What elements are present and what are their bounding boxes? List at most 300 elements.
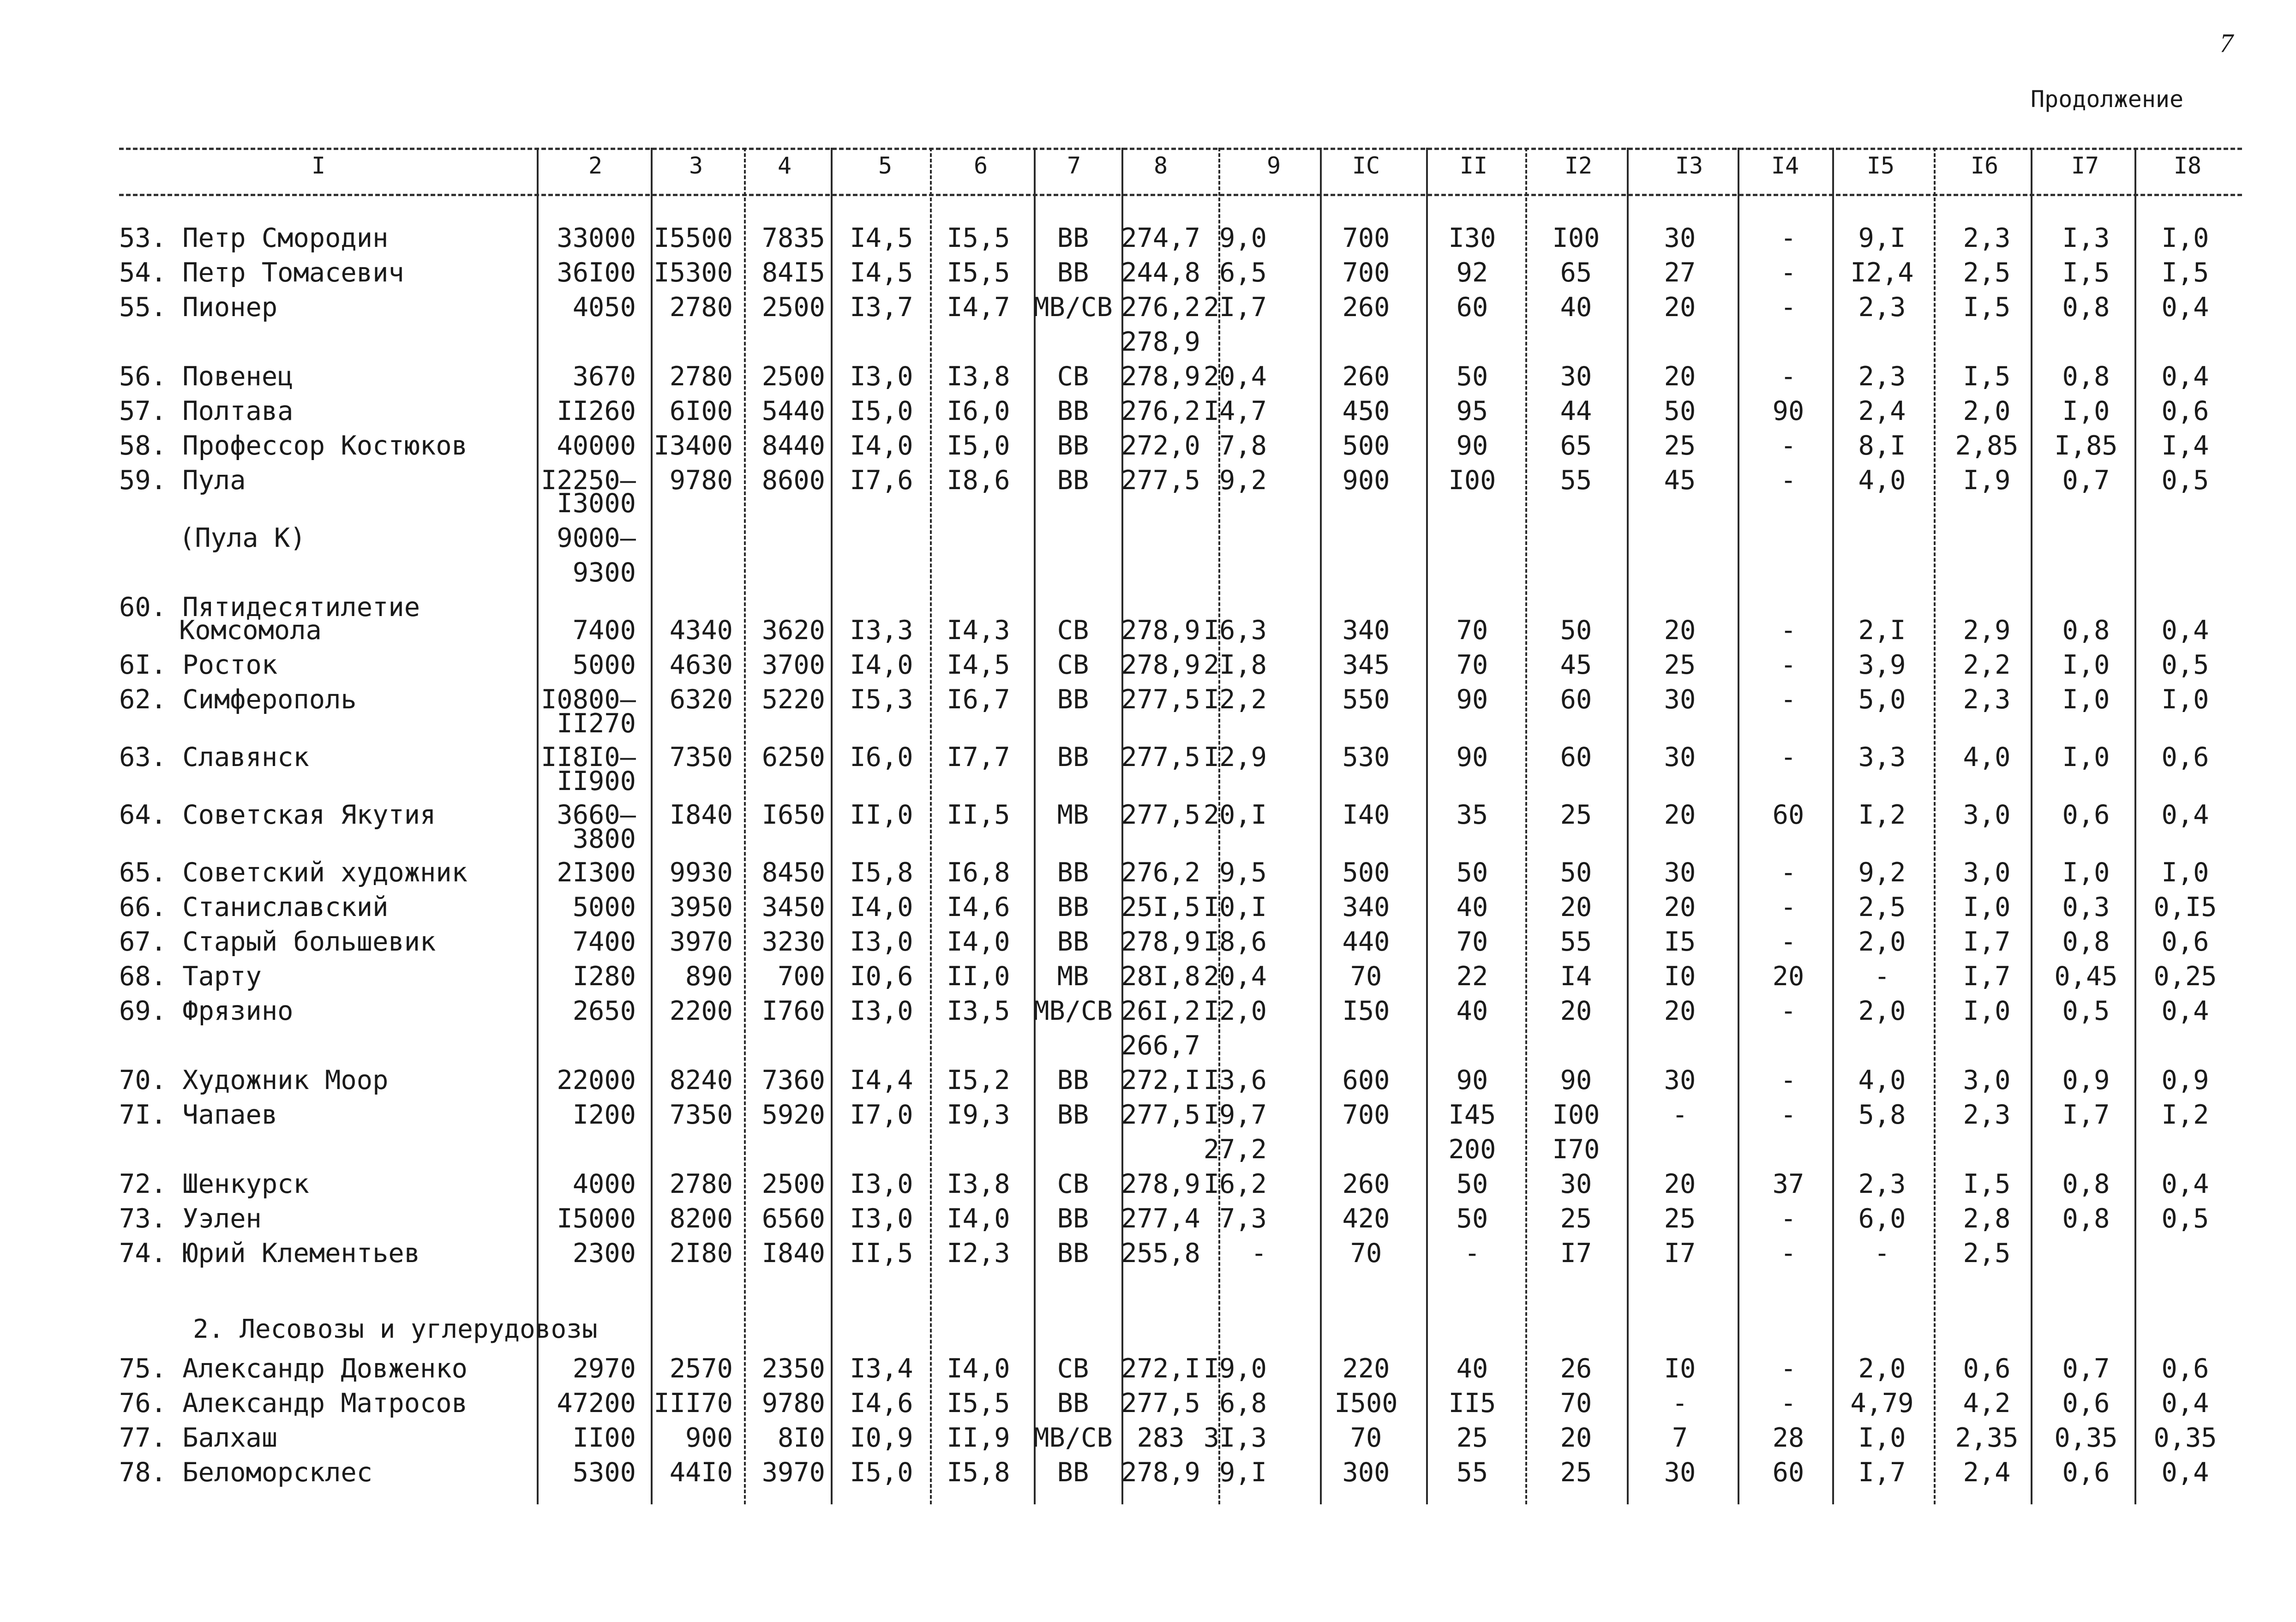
table-cell-col-6: I7,7 — [947, 742, 1010, 772]
table-cell-col-14: - — [1780, 431, 1797, 461]
table-cell-col-12: 50 — [1560, 615, 1592, 646]
column-rule-9 — [1320, 148, 1322, 1504]
table-cell-col-7: ВВ — [1057, 684, 1089, 715]
table-cell-col-2: II270 — [557, 708, 636, 739]
table-cell-col-13: 7 — [1672, 1423, 1688, 1453]
column-rule-13 — [1738, 148, 1739, 1504]
vessel-name-cell: 73. Уэлен — [119, 1203, 262, 1234]
table-cell-col-3: 7350 — [669, 742, 733, 772]
table-cell-col-2: 33000 — [557, 223, 636, 253]
column-header-16: I6 — [1970, 152, 1999, 179]
table-cell-col-14: - — [1780, 1353, 1797, 1384]
table-cell-col-11: 25 — [1456, 1423, 1488, 1453]
table-cell-col-7: ВВ — [1057, 857, 1089, 888]
vessel-name-cell: 59. Пула — [119, 465, 246, 496]
table-cell-col-10: I40 — [1342, 800, 1390, 830]
table-cell-col-16: 2,5 — [1963, 257, 2011, 288]
table-cell-col-7: ВВ — [1057, 892, 1089, 922]
table-cell-col-12: 20 — [1560, 996, 1592, 1026]
table-cell-col-12: 20 — [1560, 1423, 1592, 1453]
vessel-name-cell: 74. Юрий Клементьев — [119, 1238, 420, 1269]
table-cell-col-14: - — [1780, 1100, 1797, 1130]
table-cell-col-15: 2,3 — [1858, 292, 1906, 323]
table-cell-col-17: 0,6 — [2062, 800, 2110, 830]
table-cell-col-18: 0,4 — [2161, 1169, 2209, 1199]
table-cell-col-15: 2,I — [1858, 615, 1906, 646]
table-cell-col-15: 2,4 — [1858, 396, 1906, 426]
table-cell-col-4: 8I0 — [778, 1423, 825, 1453]
table-cell-col-7: СВ — [1057, 1353, 1089, 1384]
table-cell-col-15: I,2 — [1858, 800, 1906, 830]
table-cell-col-8: 277,5 — [1121, 800, 1200, 830]
table-cell-col-4: 6250 — [761, 742, 825, 772]
table-cell-col-16: 2,8 — [1963, 1203, 2011, 1234]
column-rule-2 — [651, 148, 653, 1504]
table-cell-col-11: I00 — [1448, 465, 1496, 496]
table-cell-col-8: 278,9 — [1121, 650, 1200, 680]
table-cell-col-9: I2,9 — [1203, 742, 1267, 772]
table-cell-col-11: 40 — [1456, 996, 1488, 1026]
vessel-name-cell: 58. Профессор Костюков — [119, 431, 468, 461]
table-cell-col-9: I2,0 — [1203, 996, 1267, 1026]
table-cell-col-10: 900 — [1342, 465, 1390, 496]
table-cell-col-11: 90 — [1456, 1065, 1488, 1095]
table-cell-col-8: 266,7 — [1121, 1030, 1200, 1061]
table-cell-col-15: I,0 — [1858, 1423, 1906, 1453]
table-cell-col-18: 0,25 — [2153, 961, 2217, 992]
table-cell-col-12: 50 — [1560, 857, 1592, 888]
table-cell-col-8: 272,0 — [1121, 431, 1200, 461]
table-cell-col-12: 26 — [1560, 1353, 1592, 1384]
vessel-name-cell: 6I. Росток — [119, 650, 278, 680]
table-cell-col-9: I2,2 — [1203, 684, 1267, 715]
column-header-5: 5 — [878, 152, 893, 179]
table-cell-col-10: 700 — [1342, 257, 1390, 288]
table-cell-col-9: - — [1251, 1238, 1267, 1269]
table-cell-col-14: - — [1780, 292, 1797, 323]
table-cell-col-6: I8,6 — [947, 465, 1010, 496]
table-cell-col-12: 55 — [1560, 465, 1592, 496]
table-cell-col-4: 8440 — [761, 431, 825, 461]
table-cell-col-8: 277,5 — [1121, 1100, 1200, 1130]
table-cell-col-13: 25 — [1664, 1203, 1696, 1234]
table-cell-col-17: 0,8 — [2062, 615, 2110, 646]
table-cell-col-7: ВВ — [1057, 1457, 1089, 1488]
table-cell-col-10: 700 — [1342, 223, 1390, 253]
table-cell-col-14: - — [1780, 465, 1797, 496]
table-cell-col-7: ВВ — [1057, 223, 1089, 253]
table-cell-col-17: 0,45 — [2054, 961, 2118, 992]
vessel-name-cell: 75. Александр Довженко — [119, 1353, 468, 1384]
page-number: 7 — [2220, 28, 2233, 58]
table-cell-col-5: I6,0 — [850, 742, 913, 772]
table-cell-col-5: I7,6 — [850, 465, 913, 496]
table-cell-col-12: 65 — [1560, 257, 1592, 288]
table-cell-col-18: 0,4 — [2161, 1457, 2209, 1488]
table-cell-col-6: I5,8 — [947, 1457, 1010, 1488]
table-cell-col-7: ВВ — [1057, 465, 1089, 496]
vessel-name-cell: (Пула К) — [179, 523, 306, 553]
continuation-label: Продолжение — [2031, 86, 2184, 113]
table-cell-col-9: 3I,3 — [1203, 1423, 1267, 1453]
table-cell-col-5: I3,0 — [850, 927, 913, 957]
column-rule-12 — [1627, 148, 1629, 1504]
table-cell-col-4: 7835 — [761, 223, 825, 253]
table-cell-col-16: 0,6 — [1963, 1353, 2011, 1384]
table-cell-col-2: 3670 — [572, 361, 636, 392]
table-cell-col-11: 90 — [1456, 431, 1488, 461]
table-cell-col-8: 277,5 — [1121, 1388, 1200, 1419]
table-cell-col-14: 37 — [1772, 1169, 1804, 1199]
table-cell-col-11: 92 — [1456, 257, 1488, 288]
column-header-12: I2 — [1564, 152, 1593, 179]
table-cell-col-9: I0,I — [1203, 892, 1267, 922]
table-cell-col-6: I4,3 — [947, 615, 1010, 646]
vessel-name-cell: 60. Пятидесятилетие — [119, 592, 420, 622]
table-cell-col-7: ВВ — [1057, 396, 1089, 426]
table-cell-col-8: 278,9 — [1121, 1457, 1200, 1488]
table-cell-col-18: 0,4 — [2161, 996, 2209, 1026]
table-cell-col-18: I,0 — [2161, 223, 2209, 253]
table-cell-col-15: 6,0 — [1858, 1203, 1906, 1234]
column-rule-15 — [1934, 148, 1936, 1504]
table-cell-col-12: 30 — [1560, 361, 1592, 392]
column-header-4: 4 — [777, 152, 792, 179]
table-cell-col-8: 272,I — [1121, 1065, 1200, 1095]
table-cell-col-16: I,9 — [1963, 465, 2011, 496]
vessel-name-cell: 62. Симферополь — [119, 684, 357, 715]
table-cell-col-10: 500 — [1342, 431, 1390, 461]
table-cell-col-18: 0,35 — [2153, 1423, 2217, 1453]
table-cell-col-14: - — [1780, 1065, 1797, 1095]
table-cell-col-13: I0 — [1664, 1353, 1696, 1384]
table-cell-col-2: I2250– — [541, 465, 636, 496]
table-cell-col-5: I3,4 — [850, 1353, 913, 1384]
table-cell-col-10: 600 — [1342, 1065, 1390, 1095]
column-header-9: 9 — [1266, 152, 1281, 179]
table-cell-col-18: 0,6 — [2161, 396, 2209, 426]
table-cell-col-8: 277,4 — [1121, 1203, 1200, 1234]
table-cell-col-3: 4340 — [669, 615, 733, 646]
table-cell-col-15: I,7 — [1858, 1457, 1906, 1488]
table-cell-col-2: 22000 — [557, 1065, 636, 1095]
table-cell-col-11: 50 — [1456, 1169, 1488, 1199]
table-cell-col-3: 8240 — [669, 1065, 733, 1095]
table-cell-col-7: ВВ — [1057, 1238, 1089, 1269]
vessel-name-cell: 55. Пионер — [119, 292, 278, 323]
table-cell-col-3: I840 — [669, 800, 733, 830]
table-cell-col-11: 22 — [1456, 961, 1488, 992]
table-cell-col-14: - — [1780, 892, 1797, 922]
table-cell-col-10: 420 — [1342, 1203, 1390, 1234]
table-cell-col-8: 276,2 — [1121, 292, 1200, 323]
table-cell-col-5: II,5 — [850, 1238, 913, 1269]
table-cell-col-11: 55 — [1456, 1457, 1488, 1488]
table-cell-col-13: 20 — [1664, 361, 1696, 392]
table-cell-col-5: I5,8 — [850, 857, 913, 888]
table-cell-col-12: 90 — [1560, 1065, 1592, 1095]
table-cell-col-13: 20 — [1664, 1169, 1696, 1199]
table-cell-col-14: 20 — [1772, 961, 1804, 992]
table-cell-col-4: 7360 — [761, 1065, 825, 1095]
table-cell-col-8: 272,I — [1121, 1353, 1200, 1384]
table-cell-col-12: 30 — [1560, 1169, 1592, 1199]
table-cell-col-18: 0,4 — [2161, 361, 2209, 392]
table-cell-col-15: I2,4 — [1850, 257, 1914, 288]
table-cell-col-4: I760 — [761, 996, 825, 1026]
table-cell-col-5: II,0 — [850, 800, 913, 830]
table-cell-col-17: 0,8 — [2062, 1203, 2110, 1234]
table-cell-col-18: 0,4 — [2161, 800, 2209, 830]
table-cell-col-17: 0,7 — [2062, 1353, 2110, 1384]
table-cell-col-4: 5920 — [761, 1100, 825, 1130]
table-cell-col-17: I,3 — [2062, 223, 2110, 253]
table-cell-col-14: - — [1780, 223, 1797, 253]
table-cell-col-16: 2,85 — [1955, 431, 2019, 461]
table-cell-col-15: 2,0 — [1858, 927, 1906, 957]
table-cell-col-5: I3,0 — [850, 996, 913, 1026]
table-cell-col-2: I200 — [572, 1100, 636, 1130]
table-cell-col-6: I2,3 — [947, 1238, 1010, 1269]
table-cell-col-5: I4,5 — [850, 223, 913, 253]
table-cell-col-12: I00 — [1552, 1100, 1600, 1130]
table-cell-col-2: II260 — [557, 396, 636, 426]
table-cell-col-13: 20 — [1664, 800, 1696, 830]
table-cell-col-13: 20 — [1664, 292, 1696, 323]
table-cell-col-10: I50 — [1342, 996, 1390, 1026]
table-cell-col-17: 0,8 — [2062, 361, 2110, 392]
table-cell-col-17: I,0 — [2062, 857, 2110, 888]
table-cell-col-18: 0,5 — [2161, 1203, 2209, 1234]
table-cell-col-9: 20,I — [1203, 800, 1267, 830]
table-cell-col-9: 20,4 — [1203, 361, 1267, 392]
vessel-name-cell: 68. Тарту — [119, 961, 262, 992]
table-cell-col-13: I7 — [1664, 1238, 1696, 1269]
table-cell-col-12: 70 — [1560, 1388, 1592, 1419]
table-cell-col-16: 2,3 — [1963, 684, 2011, 715]
table-cell-col-16: 2,5 — [1963, 1238, 2011, 1269]
table-cell-col-12: 25 — [1560, 1203, 1592, 1234]
table-cell-col-18: 0,4 — [2161, 615, 2209, 646]
table-cell-col-14: - — [1780, 857, 1797, 888]
column-header-18: I8 — [2173, 152, 2202, 179]
table-cell-col-4: 3700 — [761, 650, 825, 680]
table-cell-col-5: I4,0 — [850, 650, 913, 680]
table-cell-col-7: СВ — [1057, 361, 1089, 392]
table-cell-col-17: 0,5 — [2062, 996, 2110, 1026]
table-cell-col-9: I9,0 — [1203, 1353, 1267, 1384]
vessel-name-cell: 67. Старый большевик — [119, 927, 436, 957]
table-cell-col-14: - — [1780, 927, 1797, 957]
table-cell-col-6: I3,5 — [947, 996, 1010, 1026]
table-cell-col-11: 90 — [1456, 684, 1488, 715]
table-cell-col-13: 30 — [1664, 857, 1696, 888]
table-cell-col-15: 2,0 — [1858, 1353, 1906, 1384]
vessel-name-cell: 78. Беломорсклес — [119, 1457, 373, 1488]
vessel-name-cell: 69. Фрязино — [119, 996, 294, 1026]
table-cell-col-5: I4,5 — [850, 257, 913, 288]
table-cell-col-13: I0 — [1664, 961, 1696, 992]
table-cell-col-14: - — [1780, 1203, 1797, 1234]
table-cell-col-3: 7350 — [669, 1100, 733, 1130]
table-cell-col-8: 274,7 — [1121, 223, 1200, 253]
table-cell-col-10: 260 — [1342, 292, 1390, 323]
table-cell-col-6: I6,8 — [947, 857, 1010, 888]
table-cell-col-2: 3660– — [557, 800, 636, 830]
table-cell-col-2: I5000 — [557, 1203, 636, 1234]
table-cell-col-12: 25 — [1560, 800, 1592, 830]
table-cell-col-8: 283 — [1137, 1423, 1185, 1453]
table-cell-col-17: 0,6 — [2062, 1388, 2110, 1419]
table-cell-col-12: I70 — [1552, 1134, 1600, 1165]
table-cell-col-10: I500 — [1334, 1388, 1398, 1419]
table-cell-col-11: I30 — [1448, 223, 1496, 253]
table-cell-col-16: 2,3 — [1963, 223, 2011, 253]
table-cell-col-5: I5,0 — [850, 1457, 913, 1488]
table-cell-col-17: 0,8 — [2062, 292, 2110, 323]
table-cell-col-12: 20 — [1560, 892, 1592, 922]
table-cell-col-6: I6,0 — [947, 396, 1010, 426]
table-cell-col-8: 278,9 — [1121, 927, 1200, 957]
vessel-name-cell: 53. Петр Смородин — [119, 223, 389, 253]
table-cell-col-14: - — [1780, 650, 1797, 680]
table-cell-col-2: 2I300 — [557, 857, 636, 888]
table-cell-col-10: 260 — [1342, 361, 1390, 392]
table-cell-col-17: I,0 — [2062, 650, 2110, 680]
table-cell-col-4: 2350 — [761, 1353, 825, 1384]
table-cell-col-10: 220 — [1342, 1353, 1390, 1384]
table-cell-col-14: 90 — [1772, 396, 1804, 426]
vessel-name-cell: 63. Славянск — [119, 742, 309, 772]
table-cell-col-5: I7,0 — [850, 1100, 913, 1130]
table-cell-col-4: 2500 — [761, 361, 825, 392]
table-cell-col-11: II5 — [1448, 1388, 1496, 1419]
table-cell-col-11: 50 — [1456, 1203, 1488, 1234]
table-cell-col-9: 2I,7 — [1203, 292, 1267, 323]
vessel-name-cell: 7I. Чапаев — [119, 1100, 278, 1130]
table-cell-col-17: I,0 — [2062, 684, 2110, 715]
table-cell-col-2: 7400 — [572, 615, 636, 646]
table-cell-col-14: - — [1780, 257, 1797, 288]
table-cell-col-12: I4 — [1560, 961, 1592, 992]
table-cell-col-8: 276,2 — [1121, 396, 1200, 426]
column-rule-16 — [2031, 148, 2032, 1504]
table-cell-col-17: 0,8 — [2062, 1169, 2110, 1199]
table-cell-col-2: 47200 — [557, 1388, 636, 1419]
table-cell-col-18: I,4 — [2161, 431, 2209, 461]
table-cell-col-10: 345 — [1342, 650, 1390, 680]
table-cell-col-13: 50 — [1664, 396, 1696, 426]
table-cell-col-6: I3,8 — [947, 361, 1010, 392]
table-cell-col-17: 0,35 — [2054, 1423, 2118, 1453]
table-cell-col-18: 0,5 — [2161, 465, 2209, 496]
table-cell-col-8: 277,5 — [1121, 465, 1200, 496]
table-cell-col-3: 3950 — [669, 892, 733, 922]
table-cell-col-7: МВ/СВ — [1033, 996, 1113, 1026]
column-rule-6 — [1034, 148, 1036, 1504]
table-cell-col-11: 200 — [1448, 1134, 1496, 1165]
table-cell-col-18: 0,6 — [2161, 1353, 2209, 1384]
table-cell-col-7: ВВ — [1057, 1203, 1089, 1234]
table-cell-col-4: 6560 — [761, 1203, 825, 1234]
table-cell-col-9: 7,3 — [1219, 1203, 1267, 1234]
table-cell-col-2: 4000 — [572, 1169, 636, 1199]
table-cell-col-8: 26I,2 — [1121, 996, 1200, 1026]
table-cell-col-18: 0,I5 — [2153, 892, 2217, 922]
table-cell-col-2: I0800– — [541, 684, 636, 715]
table-cell-col-5: I4,4 — [850, 1065, 913, 1095]
table-cell-col-17: 0,9 — [2062, 1065, 2110, 1095]
table-cell-col-15: 4,0 — [1858, 1065, 1906, 1095]
table-cell-col-3: 3970 — [669, 927, 733, 957]
table-cell-col-6: I6,7 — [947, 684, 1010, 715]
table-cell-col-16: 2,2 — [1963, 650, 2011, 680]
table-cell-col-16: 3,0 — [1963, 857, 2011, 888]
table-cell-col-16: I,5 — [1963, 292, 2011, 323]
table-cell-col-17: I,85 — [2054, 431, 2118, 461]
table-cell-col-2: 9300 — [572, 557, 636, 588]
table-cell-col-10: 260 — [1342, 1169, 1390, 1199]
column-header-17: I7 — [2071, 152, 2099, 179]
table-cell-col-15: 5,8 — [1858, 1100, 1906, 1130]
table-cell-col-8: 25I,5 — [1121, 892, 1200, 922]
table-cell-col-6: I5,5 — [947, 223, 1010, 253]
table-cell-col-2: II00 — [572, 1423, 636, 1453]
table-cell-col-9: 9,2 — [1219, 465, 1267, 496]
table-cell-col-7: СВ — [1057, 650, 1089, 680]
table-cell-col-2: 5000 — [572, 650, 636, 680]
table-cell-col-4: 700 — [778, 961, 825, 992]
table-cell-col-15: 8,I — [1858, 431, 1906, 461]
table-cell-col-16: 2,3 — [1963, 1100, 2011, 1130]
table-cell-col-7: СВ — [1057, 615, 1089, 646]
table-cell-col-10: 300 — [1342, 1457, 1390, 1488]
table-cell-col-12: 60 — [1560, 742, 1592, 772]
table-cell-col-14: - — [1780, 1388, 1797, 1419]
table-cell-col-16: 2,0 — [1963, 396, 2011, 426]
table-cell-col-12: I7 — [1560, 1238, 1592, 1269]
table-cell-col-15: 2,3 — [1858, 361, 1906, 392]
table-cell-col-4: I650 — [761, 800, 825, 830]
vessel-name-cell: Комсомола — [179, 615, 322, 646]
table-cell-col-13: 30 — [1664, 1457, 1696, 1488]
table-cell-col-4: 2500 — [761, 292, 825, 323]
table-cell-col-14: 60 — [1772, 800, 1804, 830]
table-cell-col-18: I,2 — [2161, 1100, 2209, 1130]
table-cell-col-18: 0,6 — [2161, 927, 2209, 957]
table-cell-col-11: 50 — [1456, 857, 1488, 888]
table-cell-col-16: I,5 — [1963, 1169, 2011, 1199]
table-cell-col-6: I9,3 — [947, 1100, 1010, 1130]
table-cell-col-12: I00 — [1552, 223, 1600, 253]
vessel-name-cell: 76. Александр Матросов — [119, 1388, 468, 1419]
table-cell-col-18: I,0 — [2161, 684, 2209, 715]
table-cell-col-7: ВВ — [1057, 1065, 1089, 1095]
table-cell-col-13: 27 — [1664, 257, 1696, 288]
table-cell-col-13: 30 — [1664, 1065, 1696, 1095]
table-cell-col-13: I5 — [1664, 927, 1696, 957]
table-cell-col-9: 27,2 — [1203, 1134, 1267, 1165]
table-cell-col-15: 5,0 — [1858, 684, 1906, 715]
table-cell-col-11: 60 — [1456, 292, 1488, 323]
table-cell-col-15: 4,79 — [1850, 1388, 1914, 1419]
table-cell-col-7: ВВ — [1057, 927, 1089, 957]
table-cell-col-7: СВ — [1057, 1169, 1089, 1199]
table-cell-col-16: I,7 — [1963, 927, 2011, 957]
table-cell-col-4: 3230 — [761, 927, 825, 957]
table-cell-col-2: 5000 — [572, 892, 636, 922]
table-cell-col-9: 6,5 — [1219, 257, 1267, 288]
